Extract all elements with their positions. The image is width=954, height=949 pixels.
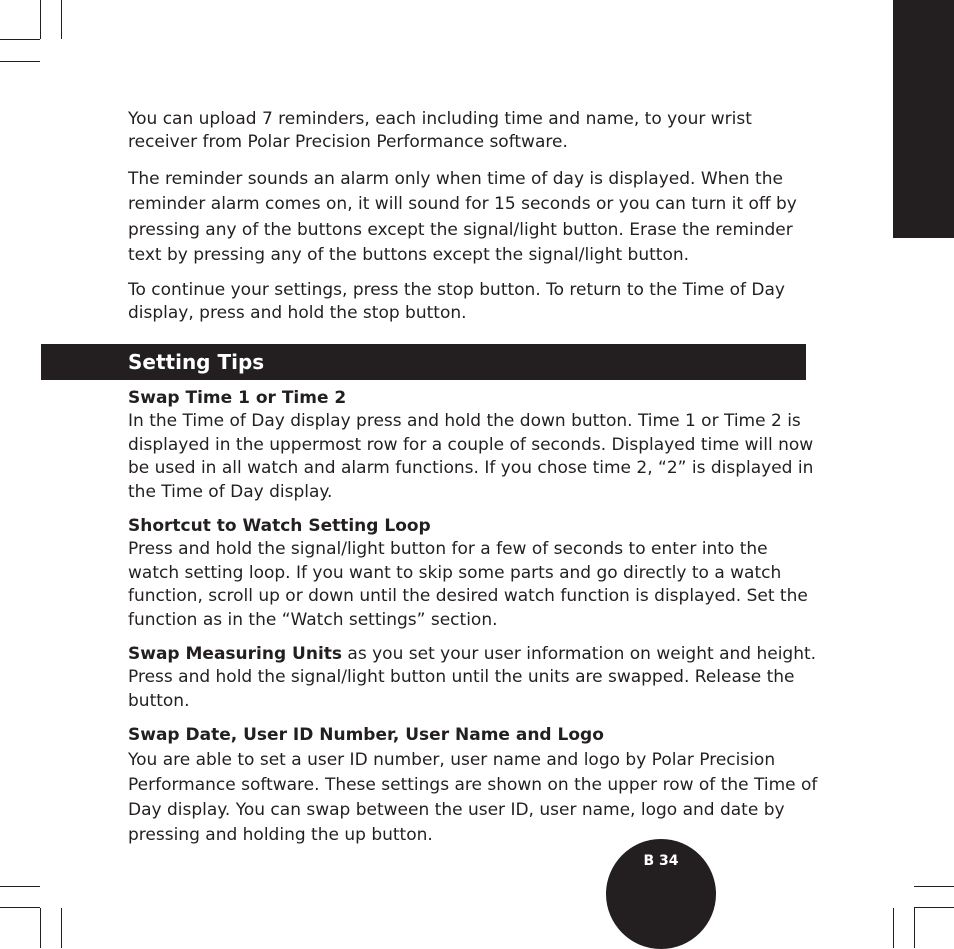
intro-paragraph-2: The reminder sounds an alarm only when time of day is displayed. When the reminder alarm comes on, it will sound for 15 seconds or you can turn it off by pressing any of the buttons except the signal/light button. Erase the reminder text by pressing any of the buttons except the signal/light button. xyxy=(128,168,797,266)
setting-tips xyxy=(128,387,818,859)
tip-body: as you set your user information on weight and height. Press and hold the signal/light button until the units are swapped. Release the button. xyxy=(128,644,817,711)
crop-mark xyxy=(914,886,954,887)
crop-mark xyxy=(0,39,40,40)
tip-shortcut xyxy=(128,515,818,632)
tip-body: You are able to set a user ID number, user name and logo by Polar Precision Performance software. These settings are shown on the upper row of the Time of Day display. You can swap between the user ID, user name, logo and date by pressing and holding the up button. xyxy=(128,749,818,845)
section-header-bar xyxy=(41,344,806,380)
crop-mark xyxy=(0,907,40,908)
crop-mark xyxy=(914,908,915,948)
crop-mark xyxy=(914,907,954,908)
tip-body: Press and hold the signal/light button for a few of seconds to enter into the watch setting loop. If you want to skip some parts and go directly to a watch function, scroll up or down until the desired watch function is displayed. Set the function as in the “Watch settings” section. xyxy=(128,539,808,630)
tip-swap-date xyxy=(128,724,818,847)
tip-swap-time xyxy=(128,387,818,504)
page-number-badge xyxy=(606,839,716,949)
crop-mark xyxy=(0,886,40,887)
crop-mark xyxy=(40,908,41,948)
crop-mark xyxy=(61,0,62,39)
intro-text xyxy=(128,108,818,326)
tip-heading: Shortcut to Watch Setting Loop xyxy=(128,516,431,537)
tip-heading: Swap Time 1 or Time 2 xyxy=(128,388,347,408)
tip-heading: Swap Date, User ID Number, User Name and Logo xyxy=(128,725,604,746)
tip-body: In the Time of Day display press and hold the down button. Time 1 or Time 2 is displayed in the uppermost row for a couple of seconds. Displayed time will now be used in all watch and alarm functions. If you chose time 2, “2” is displayed in the Time of Day display. xyxy=(128,411,814,502)
intro-paragraph-1: You can upload 7 reminders, each including time and name, to your wrist receiver from Polar Precision Performance software. xyxy=(128,109,752,153)
page-number: B 34 xyxy=(643,853,679,869)
crop-mark xyxy=(40,0,41,39)
tip-heading: Swap Measuring Units xyxy=(128,644,343,665)
crop-mark xyxy=(0,61,40,62)
tip-inline xyxy=(128,643,818,713)
section-thumb-tab xyxy=(893,0,954,238)
section-title: Setting Tips xyxy=(128,350,265,374)
crop-mark xyxy=(61,908,62,948)
crop-mark xyxy=(893,908,894,948)
intro-paragraph-3: To continue your settings, press the stop button. To return to the Time of Day display, press and hold the stop button. xyxy=(128,279,785,324)
tip-swap-units xyxy=(128,643,818,713)
